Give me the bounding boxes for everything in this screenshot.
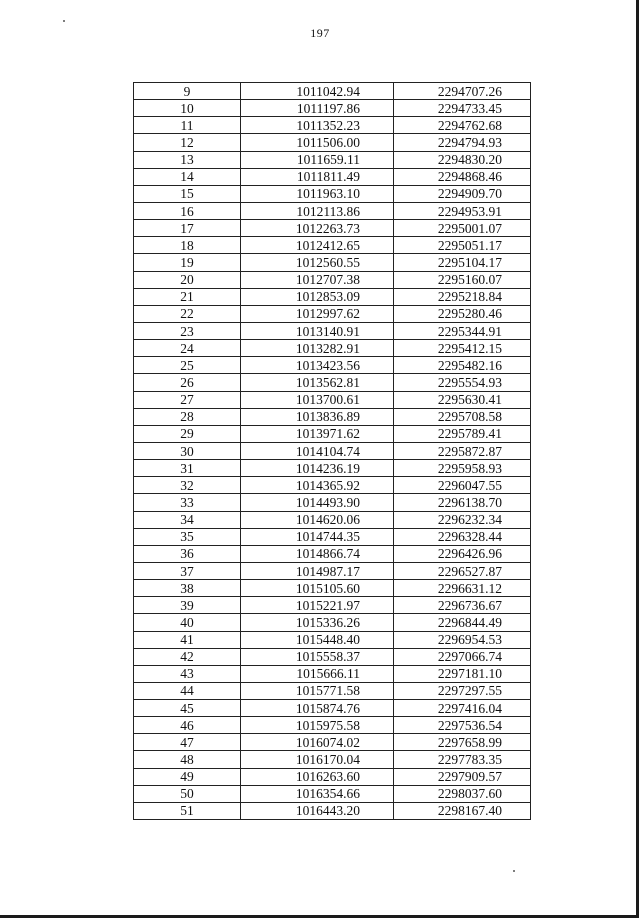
- northing-cell: 2296631.12: [394, 580, 531, 597]
- northing-cell: 2297909.57: [394, 768, 531, 785]
- point-number-cell: 44: [134, 682, 241, 699]
- northing-cell: 2294909.70: [394, 185, 531, 202]
- point-number-cell: 33: [134, 494, 241, 511]
- page-number: 197: [310, 26, 330, 40]
- table-row: [134, 717, 531, 734]
- northing-cell: 2295104.17: [394, 254, 531, 271]
- easting-cell: 1012707.38: [241, 271, 394, 288]
- northing-cell: 2297181.10: [394, 665, 531, 682]
- point-number-cell: 30: [134, 442, 241, 459]
- table-row: [134, 357, 531, 374]
- table-row: [134, 254, 531, 271]
- easting-cell: 1014493.90: [241, 494, 394, 511]
- easting-cell: 1015221.97: [241, 597, 394, 614]
- easting-cell: 1013282.91: [241, 340, 394, 357]
- northing-cell: 2296047.55: [394, 477, 531, 494]
- northing-cell: 2295872.87: [394, 442, 531, 459]
- table-row: [134, 785, 531, 802]
- point-number-cell: 18: [134, 237, 241, 254]
- point-number-cell: 24: [134, 340, 241, 357]
- easting-cell: 1012560.55: [241, 254, 394, 271]
- table-row: [134, 185, 531, 202]
- northing-cell: 2296328.44: [394, 528, 531, 545]
- point-number-cell: 38: [134, 580, 241, 597]
- point-number-cell: 45: [134, 700, 241, 717]
- northing-cell: 2297536.54: [394, 717, 531, 734]
- point-number-cell: 48: [134, 751, 241, 768]
- table-row: [134, 288, 531, 305]
- table-row: [134, 83, 531, 100]
- point-number-cell: 19: [134, 254, 241, 271]
- table-row: [134, 305, 531, 322]
- easting-cell: 1015336.26: [241, 614, 394, 631]
- point-number-cell: 49: [134, 768, 241, 785]
- northing-cell: 2295554.93: [394, 374, 531, 391]
- easting-cell: 1014744.35: [241, 528, 394, 545]
- northing-cell: 2294762.68: [394, 117, 531, 134]
- easting-cell: 1015874.76: [241, 700, 394, 717]
- northing-cell: 2295482.16: [394, 357, 531, 374]
- easting-cell: 1014620.06: [241, 511, 394, 528]
- table-row: [134, 511, 531, 528]
- northing-cell: 2294953.91: [394, 202, 531, 219]
- northing-cell: 2295630.41: [394, 391, 531, 408]
- easting-cell: 1011811.49: [241, 168, 394, 185]
- easting-cell: 1011963.10: [241, 185, 394, 202]
- easting-cell: 1012412.65: [241, 237, 394, 254]
- point-number-cell: 29: [134, 425, 241, 442]
- point-number-cell: 36: [134, 545, 241, 562]
- table-row: [134, 220, 531, 237]
- northing-cell: 2295344.91: [394, 322, 531, 339]
- table-row: [134, 374, 531, 391]
- northing-cell: 2294794.93: [394, 134, 531, 151]
- table-row: [134, 442, 531, 459]
- table-row: [134, 460, 531, 477]
- table-row: [134, 648, 531, 665]
- northing-cell: 2296527.87: [394, 562, 531, 579]
- easting-cell: 1013971.62: [241, 425, 394, 442]
- northing-cell: 2295160.07: [394, 271, 531, 288]
- table-row: [134, 425, 531, 442]
- northing-cell: 2297783.35: [394, 751, 531, 768]
- point-number-cell: 17: [134, 220, 241, 237]
- point-number-cell: 40: [134, 614, 241, 631]
- easting-cell: 1015558.37: [241, 648, 394, 665]
- point-number-cell: 35: [134, 528, 241, 545]
- point-number-cell: 16: [134, 202, 241, 219]
- table-row: [134, 562, 531, 579]
- point-number-cell: 37: [134, 562, 241, 579]
- northing-cell: 2295280.46: [394, 305, 531, 322]
- point-number-cell: 41: [134, 631, 241, 648]
- northing-cell: 2296232.34: [394, 511, 531, 528]
- northing-cell: 2294868.46: [394, 168, 531, 185]
- easting-cell: 1013423.56: [241, 357, 394, 374]
- easting-cell: 1016443.20: [241, 802, 394, 819]
- northing-cell: 2297066.74: [394, 648, 531, 665]
- table-row: [134, 340, 531, 357]
- easting-cell: 1014987.17: [241, 562, 394, 579]
- table-row: [134, 391, 531, 408]
- point-number-cell: 34: [134, 511, 241, 528]
- point-number-cell: 20: [134, 271, 241, 288]
- easting-cell: 1015771.58: [241, 682, 394, 699]
- table-row: [134, 614, 531, 631]
- table-row: [134, 580, 531, 597]
- easting-cell: 1016170.04: [241, 751, 394, 768]
- table-row: [134, 802, 531, 819]
- northing-cell: 2298037.60: [394, 785, 531, 802]
- easting-cell: 1011659.11: [241, 151, 394, 168]
- easting-cell: 1012263.73: [241, 220, 394, 237]
- easting-cell: 1016074.02: [241, 734, 394, 751]
- northing-cell: 2297297.55: [394, 682, 531, 699]
- table-row: [134, 271, 531, 288]
- point-number-cell: 13: [134, 151, 241, 168]
- table-row: [134, 237, 531, 254]
- northing-cell: 2295218.84: [394, 288, 531, 305]
- northing-cell: 2295708.58: [394, 408, 531, 425]
- scan-speck: [513, 870, 515, 872]
- northing-cell: 2296736.67: [394, 597, 531, 614]
- table-row: [134, 134, 531, 151]
- point-number-cell: 26: [134, 374, 241, 391]
- point-number-cell: 43: [134, 665, 241, 682]
- easting-cell: 1011506.00: [241, 134, 394, 151]
- point-number-cell: 15: [134, 185, 241, 202]
- point-number-cell: 50: [134, 785, 241, 802]
- easting-cell: 1016263.60: [241, 768, 394, 785]
- easting-cell: 1014866.74: [241, 545, 394, 562]
- table-row: [134, 494, 531, 511]
- table-row: [134, 168, 531, 185]
- northing-cell: 2297658.99: [394, 734, 531, 751]
- point-number-cell: 47: [134, 734, 241, 751]
- coordinate-table-body: [134, 83, 531, 820]
- table-row: [134, 751, 531, 768]
- northing-cell: 2297416.04: [394, 700, 531, 717]
- easting-cell: 1012853.09: [241, 288, 394, 305]
- easting-cell: 1013700.61: [241, 391, 394, 408]
- table-row: [134, 665, 531, 682]
- point-number-cell: 12: [134, 134, 241, 151]
- table-row: [134, 597, 531, 614]
- northing-cell: 2294707.26: [394, 83, 531, 100]
- point-number-cell: 9: [134, 83, 241, 100]
- easting-cell: 1011042.94: [241, 83, 394, 100]
- table-row: [134, 631, 531, 648]
- easting-cell: 1012113.86: [241, 202, 394, 219]
- point-number-cell: 46: [134, 717, 241, 734]
- easting-cell: 1011352.23: [241, 117, 394, 134]
- table-row: [134, 322, 531, 339]
- table-row: [134, 477, 531, 494]
- easting-cell: 1016354.66: [241, 785, 394, 802]
- easting-cell: 1012997.62: [241, 305, 394, 322]
- point-number-cell: 51: [134, 802, 241, 819]
- point-number-cell: 23: [134, 322, 241, 339]
- table-row: [134, 528, 531, 545]
- coordinate-table: [133, 82, 531, 820]
- northing-cell: 2295412.15: [394, 340, 531, 357]
- table-row: [134, 734, 531, 751]
- point-number-cell: 22: [134, 305, 241, 322]
- table-row: [134, 682, 531, 699]
- easting-cell: 1015448.40: [241, 631, 394, 648]
- easting-cell: 1015105.60: [241, 580, 394, 597]
- northing-cell: 2294733.45: [394, 100, 531, 117]
- easting-cell: 1011197.86: [241, 100, 394, 117]
- northing-cell: 2296954.53: [394, 631, 531, 648]
- point-number-cell: 11: [134, 117, 241, 134]
- northing-cell: 2295789.41: [394, 425, 531, 442]
- point-number-cell: 31: [134, 460, 241, 477]
- northing-cell: 2296138.70: [394, 494, 531, 511]
- point-number-cell: 42: [134, 648, 241, 665]
- table-row: [134, 117, 531, 134]
- table-row: [134, 151, 531, 168]
- northing-cell: 2295001.07: [394, 220, 531, 237]
- table-row: [134, 700, 531, 717]
- scan-speck: [63, 20, 65, 22]
- easting-cell: 1013836.89: [241, 408, 394, 425]
- easting-cell: 1013562.81: [241, 374, 394, 391]
- point-number-cell: 32: [134, 477, 241, 494]
- northing-cell: 2295958.93: [394, 460, 531, 477]
- northing-cell: 2298167.40: [394, 802, 531, 819]
- easting-cell: 1014104.74: [241, 442, 394, 459]
- point-number-cell: 28: [134, 408, 241, 425]
- table-row: [134, 768, 531, 785]
- point-number-cell: 25: [134, 357, 241, 374]
- easting-cell: 1015975.58: [241, 717, 394, 734]
- northing-cell: 2294830.20: [394, 151, 531, 168]
- easting-cell: 1014365.92: [241, 477, 394, 494]
- table-row: [134, 202, 531, 219]
- point-number-cell: 27: [134, 391, 241, 408]
- easting-cell: 1015666.11: [241, 665, 394, 682]
- northing-cell: 2296426.96: [394, 545, 531, 562]
- table-row: [134, 545, 531, 562]
- easting-cell: 1013140.91: [241, 322, 394, 339]
- northing-cell: 2296844.49: [394, 614, 531, 631]
- point-number-cell: 21: [134, 288, 241, 305]
- point-number-cell: 14: [134, 168, 241, 185]
- table-row: [134, 408, 531, 425]
- point-number-cell: 39: [134, 597, 241, 614]
- northing-cell: 2295051.17: [394, 237, 531, 254]
- table-row: [134, 100, 531, 117]
- point-number-cell: 10: [134, 100, 241, 117]
- easting-cell: 1014236.19: [241, 460, 394, 477]
